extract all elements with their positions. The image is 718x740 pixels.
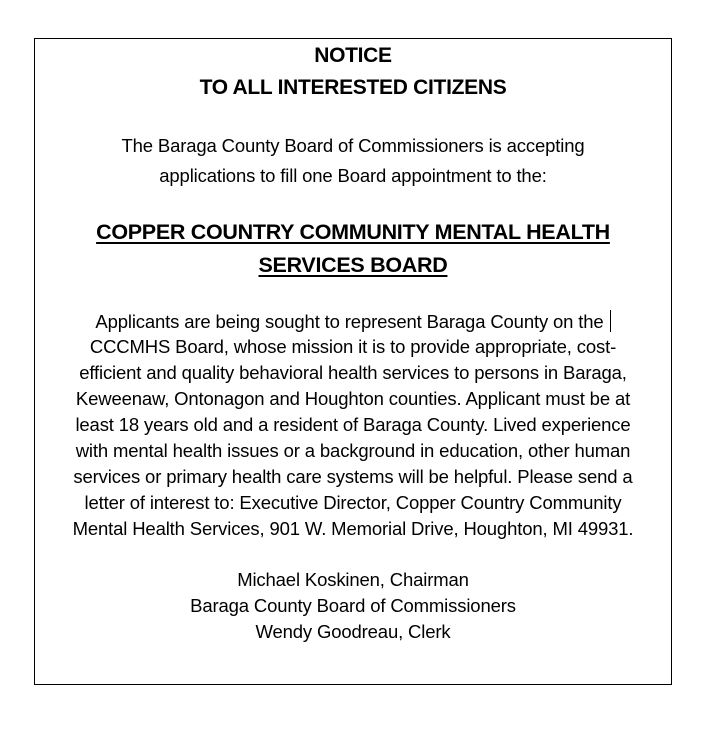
body-line-5: least 18 years old and a resident of Baraga County. Lived experience	[75, 414, 631, 435]
body-line-1-text: Applicants are being sought to represent Baraga County on the	[95, 311, 604, 332]
text-cursor	[610, 310, 611, 332]
notice-subtitle: TO ALL INTERESTED CITIZENS	[199, 76, 507, 99]
signature-board: Baraga County Board of Commissioners	[190, 595, 516, 616]
board-name-line-1: COPPER COUNTRY COMMUNITY MENTAL HEALTH	[96, 220, 610, 244]
body-line-1	[35, 310, 671, 333]
body-line-3: efficient and quality behavioral health services to persons in Baraga,	[79, 362, 627, 383]
body-line-7: services or primary health care systems will be helpful. Please send a	[73, 466, 633, 487]
intro-line-1: The Baraga County Board of Commissioners is accepting	[121, 135, 585, 156]
notice-box	[34, 38, 672, 685]
board-name-line-2: SERVICES BOARD	[258, 253, 448, 277]
body-line-9: Mental Health Services, 901 W. Memorial Drive, Houghton, MI 49931.	[72, 518, 634, 539]
signature-clerk: Wendy Goodreau, Clerk	[255, 621, 451, 642]
body-line-4: Keweenaw, Ontonagon and Houghton counties. Applicant must be at	[75, 388, 631, 409]
intro-line-2: applications to fill one Board appointment to the:	[159, 165, 547, 186]
body-line-6: with mental health issues or a background in education, other human	[75, 440, 631, 461]
notice-title: NOTICE	[314, 44, 392, 67]
body-line-8: letter of interest to: Executive Director, Copper Country Community	[84, 492, 622, 513]
body-line-2: CCCMHS Board, whose mission it is to provide appropriate, cost-	[89, 336, 617, 357]
signature-chairman: Michael Koskinen, Chairman	[237, 569, 469, 590]
